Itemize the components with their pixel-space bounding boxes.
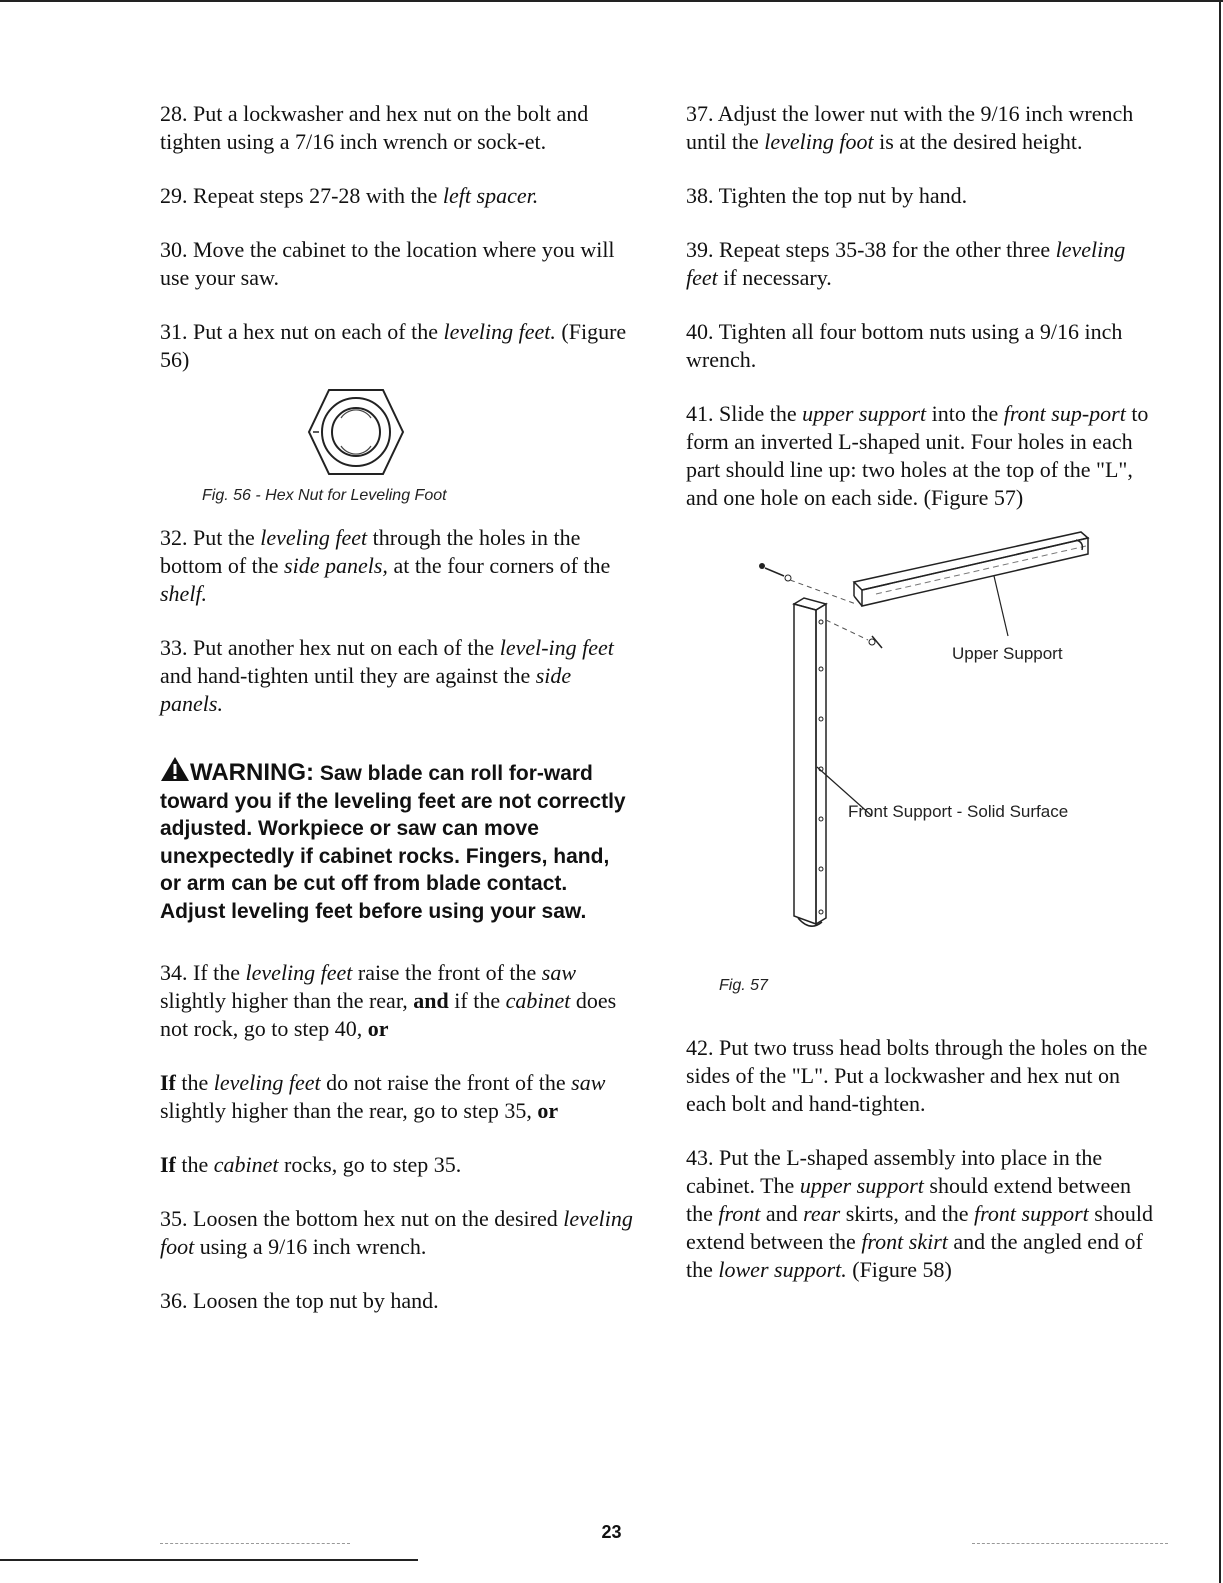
step-30: 30. Move the cabinet to the location where you will use your saw. (160, 237, 615, 290)
left-column (160, 100, 635, 1341)
step-31: 31. Put a hex nut on each of the leveling feet. (Figure 56) (160, 319, 627, 372)
front-support-label: Front Support - Solid Surface (848, 802, 1069, 821)
step-35: 35. Loosen the bottom hex nut on the desired leveling foot using a 9/16 inch wrench. (160, 1206, 633, 1259)
fig-56-caption: Fig. 56 - Hex Nut for Leveling Foot (202, 487, 447, 504)
upper-support-label: Upper Support (952, 644, 1063, 663)
hex-nut-icon (301, 382, 411, 482)
right-column (686, 100, 1161, 1310)
warning-text: Saw blade can roll for-ward toward you if the leveling feet are not correctly adjusted. Workpiece or saw can move unexpectedly if cabinet rocks. Fingers, hand, or arm can be cut off from blade contact. Adjust leveling feet before using your saw. (160, 762, 626, 923)
fig-57-caption: Fig. 57 (719, 977, 768, 994)
step-34-alt-1: If the leveling feet do not raise the front of the saw slightly higher than the rear, go to step 35, or (160, 1070, 606, 1123)
step-37: 37. Adjust the lower nut with the 9/16 inch wrench until the leveling foot is at the desired height. (686, 101, 1134, 154)
warning-heading: WARNING: (190, 759, 314, 786)
step-41: 41. Slide the upper support into the front sup-port to form an inverted L-shaped unit. Four holes in each part should line up: two holes at the top of the "L", and one hole on each side. (Figure 57) (686, 401, 1149, 510)
step-38: 38. Tighten the top nut by hand. (686, 183, 968, 208)
l-bracket-diagram (686, 524, 1156, 964)
step-40: 40. Tighten all four bottom nuts using a 9/16 inch wrench. (686, 319, 1123, 372)
warning-box (160, 756, 635, 925)
page-number: 23 (601, 1522, 622, 1542)
step-39: 39. Repeat steps 35-38 for the other three leveling feet if necessary. (686, 237, 1126, 290)
step-34: 34. If the leveling feet raise the front of the saw slightly higher than the rear, and if the cabinet does not rock, go to step 40, or (160, 960, 617, 1041)
right-border-line (1219, 0, 1221, 1583)
footer-rule-left (160, 1543, 350, 1545)
step-42: 42. Put two truss head bolts through the holes on the sides of the "L". Put a lockwasher and hex nut on each bolt and hand-tighten. (686, 1035, 1148, 1116)
figure-57 (686, 524, 1161, 1034)
figure-56 (160, 382, 635, 506)
step-33: 33. Put another hex nut on each of the level-ing feet and hand-tighten until they are against the side panels. (160, 635, 614, 716)
step-29: 29. Repeat steps 27-28 with the left spacer. (160, 183, 539, 208)
step-32: 32. Put the leveling feet through the holes in the bottom of the side panels, at the four corners of the shelf. (160, 525, 611, 606)
footer-rule-right (972, 1543, 1168, 1545)
bottom-border-line (0, 1559, 418, 1561)
top-border-line (0, 0, 1223, 2)
step-36: 36. Loosen the top nut by hand. (160, 1288, 439, 1313)
step-43: 43. Put the L-shaped assembly into place in the cabinet. The upper support should extend between the front and rear skirts, and the front support should extend between the front skirt and the angled end of the lower support. (Figure 58) (686, 1145, 1153, 1282)
step-34-alt-2: If the cabinet rocks, go to step 35. (160, 1152, 462, 1177)
warning-icon (160, 756, 190, 782)
step-28: 28. Put a lockwasher and hex nut on the bolt and tighten using a 7/16 inch wrench or sock-et. (160, 101, 589, 154)
